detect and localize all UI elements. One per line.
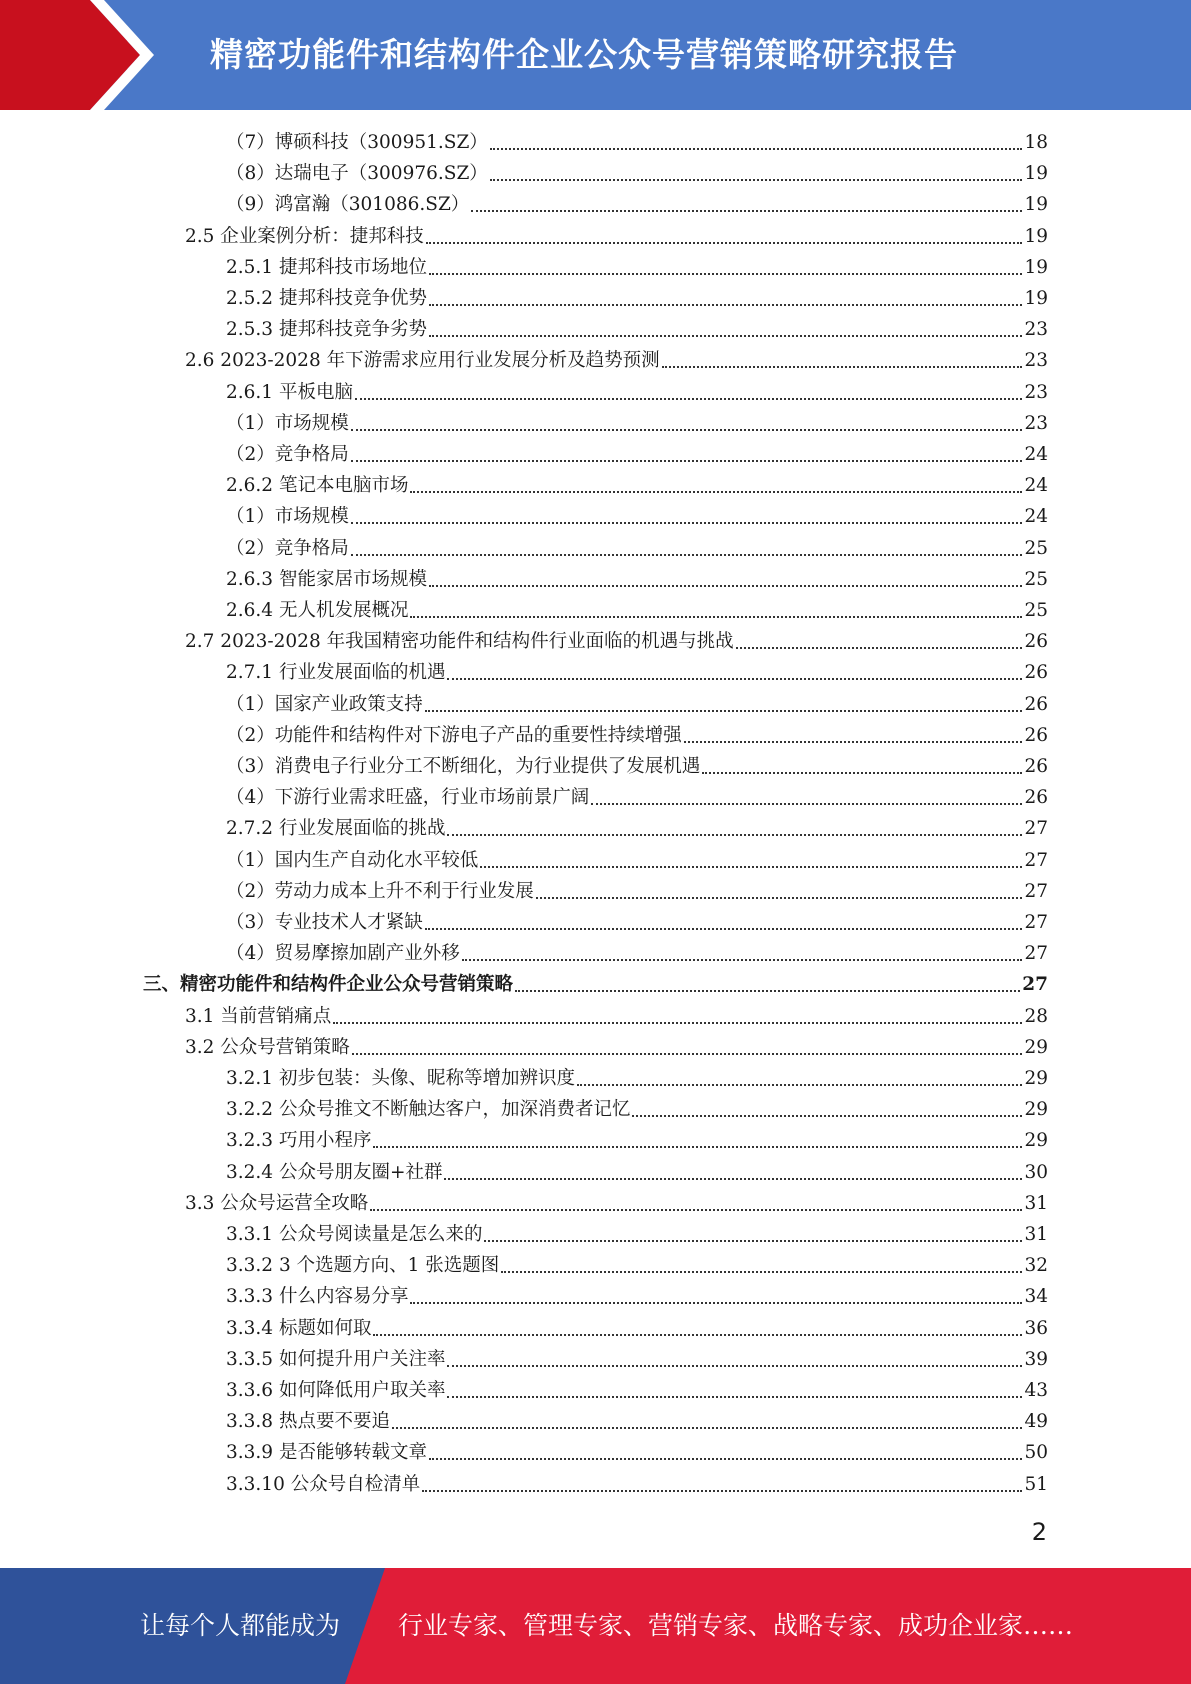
- toc-entry-label: 2.6.3 智能家居市场规模: [226, 568, 427, 590]
- toc-dot-leader: [447, 678, 1022, 680]
- toc-entry-page: 31: [1024, 1192, 1048, 1214]
- toc-entry[interactable]: [226, 1281, 1048, 1312]
- toc-dot-leader: [351, 460, 1023, 462]
- toc-dot-leader: [429, 273, 1022, 275]
- toc-dot-leader: [462, 959, 1023, 961]
- toc-entry[interactable]: [226, 1157, 1048, 1188]
- toc-dot-leader: [422, 1490, 1022, 1492]
- toc-dot-leader: [410, 1302, 1022, 1304]
- toc-entry-page: 50: [1024, 1442, 1048, 1464]
- toc-entry[interactable]: [226, 657, 1048, 688]
- toc-entry-label: 3.3.6 如何降低用户取关率: [226, 1380, 446, 1401]
- toc-entry[interactable]: [185, 1032, 1048, 1063]
- toc-entry-label: 3.2.3 巧用小程序: [226, 1130, 372, 1152]
- toc-entry[interactable]: [226, 1469, 1048, 1500]
- toc-entry-page: 26: [1024, 693, 1048, 715]
- toc-entry-page: 26: [1024, 756, 1048, 777]
- toc-entry-label: 三、精密功能件和结构件企业公众号营销策略: [143, 974, 514, 996]
- toc-entry-page: 27: [1024, 880, 1048, 902]
- toc-dot-leader: [501, 1271, 1022, 1273]
- toc-entry[interactable]: [226, 127, 1048, 158]
- toc-entry-label: （2）竞争格局: [226, 444, 349, 465]
- toc-entry-page: 43: [1024, 1380, 1048, 1401]
- toc-entry[interactable]: [185, 1001, 1048, 1032]
- toc-entry-page: 29: [1024, 1099, 1048, 1121]
- toc-entry-label: （2）功能件和结构件对下游电子产品的重要性持续增强: [226, 724, 682, 746]
- toc-entry-label: （1）国内生产自动化水平较低: [226, 849, 479, 871]
- toc-entry-page: 49: [1024, 1411, 1048, 1433]
- toc-entry[interactable]: [226, 283, 1048, 314]
- toc-dot-leader: [702, 772, 1022, 774]
- toc-dot-leader: [471, 210, 1022, 212]
- toc-dot-leader: [373, 1146, 1022, 1148]
- toc-entry[interactable]: [226, 595, 1048, 626]
- toc-entry-label: （4）下游行业需求旺盛，行业市场前景广阔: [226, 787, 590, 809]
- toc-entry-page: 24: [1024, 444, 1048, 465]
- toc-dot-leader: [373, 1334, 1022, 1336]
- toc-entry-page: 51: [1024, 1473, 1048, 1495]
- toc-entry-label: 3.3.1 公众号阅读量是怎么来的: [226, 1224, 483, 1245]
- toc-entry[interactable]: [226, 408, 1048, 439]
- toc-entry[interactable]: [226, 439, 1048, 470]
- toc-dot-leader: [490, 179, 1023, 181]
- toc-entry-label: 2.5.3 捷邦科技竞争劣势: [226, 319, 427, 341]
- toc-entry-label: （3）专业技术人才紧缺: [226, 912, 423, 933]
- toc-entry[interactable]: [226, 377, 1048, 408]
- toc-entry-page: 23: [1024, 319, 1048, 341]
- toc-entry-page: 31: [1024, 1224, 1048, 1245]
- toc-entry-label: 3.3.8 热点要不要追: [226, 1411, 390, 1433]
- toc-entry[interactable]: [143, 969, 1048, 1000]
- page-number: 2: [1031, 1518, 1047, 1546]
- toc-entry[interactable]: [226, 533, 1048, 564]
- toc-entry-label: 2.5 企业案例分析：捷邦科技: [185, 225, 424, 247]
- toc-dot-leader: [410, 491, 1022, 493]
- toc-entry[interactable]: [226, 1250, 1048, 1281]
- toc-dot-leader: [351, 554, 1023, 556]
- page-header: [0, 0, 1191, 110]
- toc-entry-label: 2.5.2 捷邦科技竞争优势: [226, 288, 427, 309]
- toc-entry[interactable]: [226, 938, 1048, 969]
- toc-entry[interactable]: [226, 751, 1048, 782]
- toc-entry-label: 3.3.10 公众号自检清单: [226, 1473, 421, 1495]
- toc-entry[interactable]: [226, 1406, 1048, 1437]
- toc-dot-leader: [392, 1427, 1022, 1429]
- toc-entry-page: 19: [1024, 225, 1048, 247]
- toc-dot-leader: [410, 616, 1022, 618]
- toc-entry-label: 3.2.2 公众号推文不断触达客户，加深消费者记忆: [226, 1099, 631, 1121]
- toc-entry[interactable]: [226, 1344, 1048, 1375]
- toc-entry-page: 27: [1024, 943, 1048, 965]
- toc-entry-label: 3.3.3 什么内容易分享: [226, 1286, 409, 1308]
- toc-dot-leader: [632, 1115, 1022, 1117]
- toc-dot-leader: [536, 897, 1023, 899]
- toc-entry-label: 3.2.4 公众号朋友圈+社群: [226, 1161, 443, 1183]
- toc-dot-leader: [515, 990, 1020, 992]
- toc-entry-page: 18: [1024, 132, 1048, 153]
- toc-dot-leader: [429, 304, 1022, 306]
- toc-entry[interactable]: [226, 189, 1048, 220]
- toc-entry-page: 39: [1024, 1348, 1048, 1370]
- toc-entry-label: 2.6 2023-2028 年下游需求应用行业发展分析及趋势预测: [185, 350, 660, 372]
- footer-slogan-right: 行业专家、管理专家、营销专家、战略专家、成功企业家……: [398, 1611, 1074, 1640]
- toc-dot-leader: [351, 522, 1023, 524]
- toc-entry-page: 29: [1024, 1036, 1048, 1058]
- toc-entry[interactable]: [226, 845, 1048, 876]
- toc-entry-label: 3.3.4 标题如何取: [226, 1317, 372, 1339]
- toc-entry[interactable]: [226, 252, 1048, 283]
- toc-entry-page: 29: [1024, 1130, 1048, 1152]
- toc-entry[interactable]: [226, 782, 1048, 813]
- toc-entry-page: 19: [1024, 163, 1048, 185]
- toc-entry[interactable]: [226, 1125, 1048, 1156]
- toc-dot-leader: [591, 803, 1022, 805]
- toc-dot-leader: [425, 928, 1023, 930]
- toc-entry[interactable]: [226, 876, 1048, 907]
- toc-entry-label: 3.3.9 是否能够转载文章: [226, 1442, 427, 1464]
- toc-entry-label: （2）竞争格局: [226, 537, 349, 559]
- toc-dot-leader: [351, 429, 1023, 431]
- toc-dot-leader: [352, 1053, 1023, 1055]
- footer-slogan-left: 让每个人都能成为: [140, 1611, 341, 1640]
- toc-entry-page: 19: [1024, 256, 1048, 278]
- toc-dot-leader: [426, 242, 1023, 244]
- toc-entry-page: 29: [1024, 1068, 1048, 1089]
- toc-entry[interactable]: [185, 221, 1048, 252]
- toc-entry-page: 34: [1024, 1286, 1048, 1308]
- toc-entry-page: 28: [1024, 1005, 1048, 1027]
- toc-entry-label: 2.6.2 笔记本电脑市场: [226, 475, 409, 497]
- toc-entry[interactable]: [226, 470, 1048, 501]
- toc-entry-label: （4）贸易摩擦加剧产业外移: [226, 943, 460, 965]
- toc-entry[interactable]: [226, 501, 1048, 532]
- toc-entry-page: 32: [1024, 1255, 1048, 1277]
- toc-entry-page: 25: [1024, 600, 1048, 621]
- toc-entry[interactable]: [226, 1437, 1048, 1468]
- toc-entry-page: 27: [1024, 912, 1048, 933]
- toc-entry-label: 2.6.1 平板电脑: [226, 381, 353, 403]
- toc-entry-label: 3.3.2 3 个选题方向、1 张选题图: [226, 1255, 500, 1277]
- document-title: 精密功能件和结构件企业公众号营销策略研究报告: [210, 35, 958, 74]
- toc-dot-leader: [355, 398, 1023, 400]
- toc-entry-page: 23: [1024, 381, 1048, 403]
- toc-entry-page: 19: [1024, 194, 1048, 216]
- page-footer: [0, 1568, 1191, 1684]
- toc-entry-label: 2.7.1 行业发展面临的机遇: [226, 662, 446, 684]
- toc-entry-label: （1）市场规模: [226, 412, 349, 434]
- toc-entry[interactable]: [226, 564, 1048, 595]
- toc-entry-label: 3.3 公众号运营全攻略: [185, 1192, 369, 1214]
- toc-dot-leader: [444, 1178, 1022, 1180]
- toc-entry-page: 24: [1024, 506, 1048, 528]
- toc-entry[interactable]: [185, 345, 1048, 376]
- toc-entry-label: （1）市场规模: [226, 506, 349, 528]
- toc-entry-page: 23: [1024, 350, 1048, 372]
- toc-entry-page: 36: [1024, 1317, 1048, 1339]
- toc-dot-leader: [429, 335, 1022, 337]
- toc-entry-label: （1）国家产业政策支持: [226, 693, 423, 715]
- toc-dot-leader: [370, 1209, 1022, 1211]
- toc-entry-label: 3.1 当前营销痛点: [185, 1005, 332, 1027]
- toc-entry-page: 27: [1022, 974, 1048, 996]
- toc-dot-leader: [577, 1084, 1022, 1086]
- toc-entry[interactable]: [185, 1188, 1048, 1219]
- toc-entry-label: 3.2 公众号营销策略: [185, 1036, 350, 1058]
- toc-entry-page: 26: [1024, 787, 1048, 809]
- toc-entry-label: （7）博硕科技（300951.SZ）: [226, 132, 488, 153]
- toc-entry-label: （3）消费电子行业分工不断细化，为行业提供了发展机遇: [226, 756, 701, 777]
- toc-entry[interactable]: [226, 314, 1048, 345]
- toc-entry[interactable]: [226, 158, 1048, 189]
- toc-dot-leader: [662, 366, 1023, 368]
- toc-entry-label: 2.5.1 捷邦科技市场地位: [226, 256, 427, 278]
- toc-entry-page: 19: [1024, 288, 1048, 309]
- toc-entry[interactable]: [226, 1313, 1048, 1344]
- toc-entry-label: 2.6.4 无人机发展概况: [226, 600, 409, 621]
- toc-entry-page: 27: [1024, 849, 1048, 871]
- toc-entry-label: 2.7.2 行业发展面临的挑战: [226, 818, 446, 840]
- toc-entry-label: （8）达瑞电子（300976.SZ）: [226, 163, 488, 185]
- toc-entry[interactable]: [226, 1063, 1048, 1094]
- toc-entry[interactable]: [226, 813, 1048, 844]
- toc-dot-leader: [447, 834, 1022, 836]
- toc-entry[interactable]: [226, 720, 1048, 751]
- toc-entry-page: 26: [1024, 662, 1048, 684]
- toc-entry-page: 25: [1024, 568, 1048, 590]
- toc-dot-leader: [333, 1022, 1022, 1024]
- toc-entry-label: 3.2.1 初步包装：头像、昵称等增加辨识度: [226, 1068, 575, 1089]
- toc-entry[interactable]: [226, 1219, 1048, 1250]
- toc-dot-leader: [490, 148, 1023, 150]
- toc-dot-leader: [429, 1458, 1022, 1460]
- toc-entry-label: （9）鸿富瀚（301086.SZ）: [226, 194, 470, 216]
- toc-entry-label: 2.7 2023-2028 年我国精密功能件和结构件行业面临的机遇与挑战: [185, 631, 734, 653]
- toc-dot-leader: [429, 585, 1022, 587]
- toc-dot-leader: [447, 1396, 1022, 1398]
- toc-entry[interactable]: [226, 689, 1048, 720]
- toc-dot-leader: [484, 1240, 1022, 1242]
- toc-dot-leader: [480, 866, 1022, 868]
- toc-dot-leader: [736, 647, 1023, 649]
- toc-entry[interactable]: [226, 907, 1048, 938]
- toc-entry-page: 23: [1024, 412, 1048, 434]
- toc-entry[interactable]: [185, 626, 1048, 657]
- toc-entry-label: （2）劳动力成本上升不利于行业发展: [226, 880, 534, 902]
- toc-entry[interactable]: [226, 1375, 1048, 1406]
- toc-entry-page: 27: [1024, 818, 1048, 840]
- toc-dot-leader: [447, 1365, 1022, 1367]
- toc-entry-page: 30: [1024, 1161, 1048, 1183]
- toc-entry-label: 3.3.5 如何提升用户关注率: [226, 1348, 446, 1370]
- toc-entry-page: 26: [1024, 631, 1048, 653]
- toc-entry-page: 26: [1024, 724, 1048, 746]
- toc-entry[interactable]: [226, 1094, 1048, 1125]
- toc-entry-page: 25: [1024, 537, 1048, 559]
- toc-dot-leader: [425, 710, 1023, 712]
- toc-entry-page: 24: [1024, 475, 1048, 497]
- toc-dot-leader: [684, 741, 1023, 743]
